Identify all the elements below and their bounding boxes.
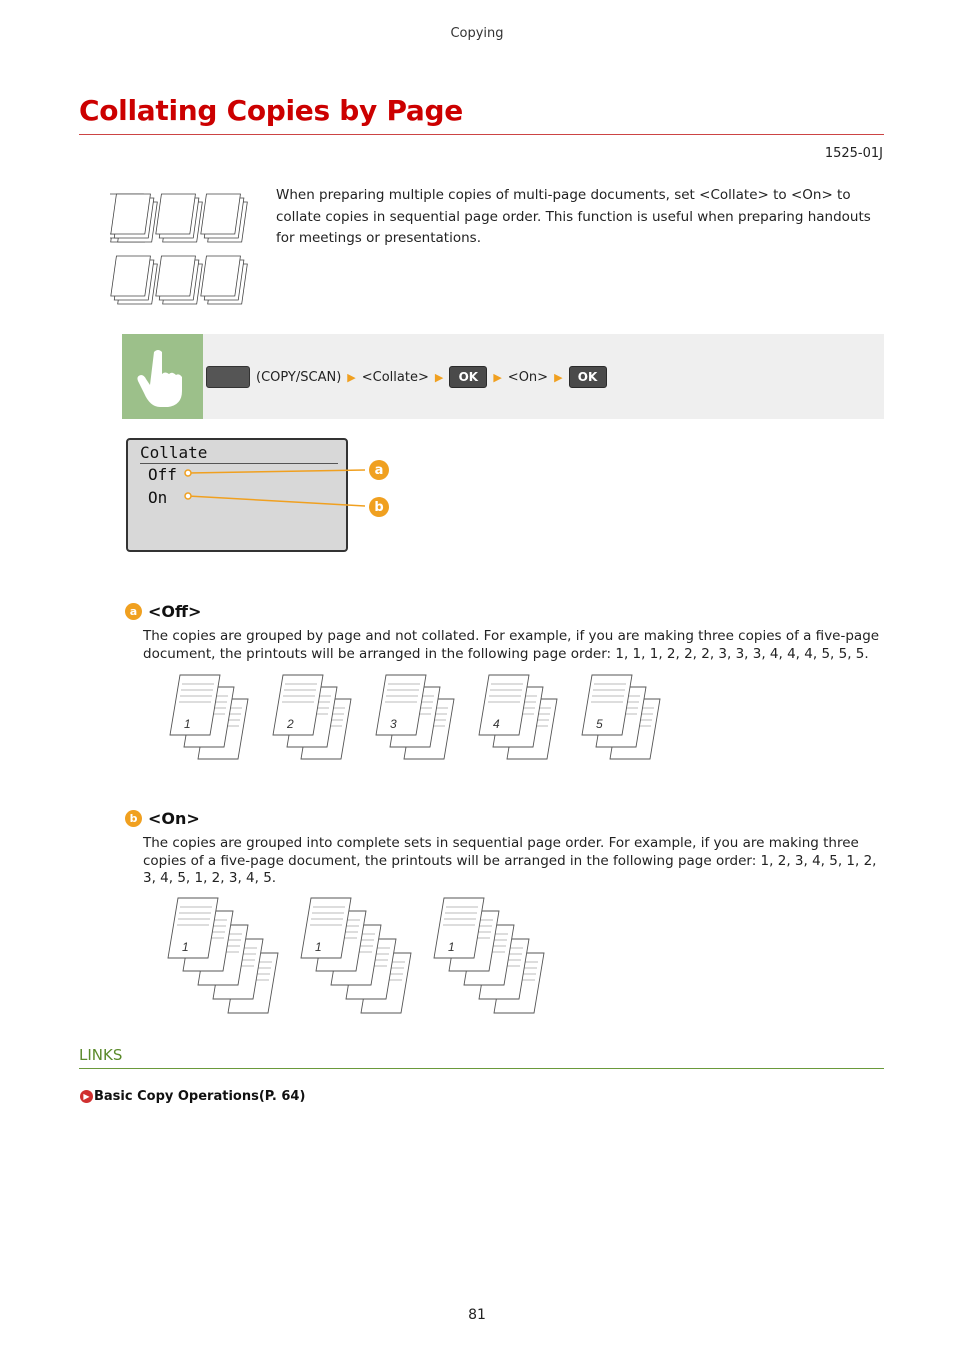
link-basic-copy-operations[interactable]: [80, 1089, 305, 1104]
procedure-box: [122, 334, 884, 419]
hand-pointer-icon: [122, 334, 203, 419]
link-label[interactable]: Basic Copy Operations(P. 64): [94, 1089, 306, 1104]
step-arrow-icon: ▶: [493, 370, 502, 384]
on-page-number: 1: [448, 940, 455, 954]
chevron-right-icon: ▶: [80, 1090, 93, 1103]
callout-a-badge: a: [369, 460, 389, 480]
ok-key-icon: OK: [449, 366, 487, 388]
ok-key-icon: OK: [569, 366, 607, 388]
document-id: 1525-01J: [824, 146, 883, 161]
page-number: 81: [468, 1307, 486, 1323]
on-option-label: <On>: [507, 369, 549, 385]
collate-stacks-illustration: [110, 190, 260, 310]
off-page-number: 4: [493, 717, 500, 731]
on-page-number: 1: [315, 940, 322, 954]
on-badge: b: [125, 810, 142, 827]
links-heading: LINKS: [79, 1046, 123, 1064]
on-section-heading: [125, 809, 200, 828]
off-page-number: 1: [184, 717, 191, 731]
off-section-heading: [125, 602, 201, 621]
off-page-number: 3: [390, 717, 397, 731]
collate-menu-label: <Collate>: [361, 369, 429, 385]
running-header: Copying: [450, 26, 504, 41]
uncollated-output-illustration: [158, 670, 678, 770]
procedure-steps: [206, 365, 607, 389]
collated-output-illustration: [158, 893, 558, 1018]
callout-b-badge: b: [369, 497, 389, 517]
step-arrow-icon: ▶: [347, 370, 356, 384]
page-title: Collating Copies by Page: [79, 94, 463, 127]
step-arrow-icon: ▶: [434, 370, 444, 384]
links-rule: [79, 1068, 884, 1069]
on-heading-text: <On>: [148, 809, 200, 828]
copy-scan-key-icon: [206, 366, 250, 388]
lcd-title: Collate: [140, 443, 208, 462]
lcd-option-on: On: [148, 488, 168, 507]
copy-scan-label: (COPY/SCAN): [256, 369, 342, 385]
off-description: The copies are grouped by page and not collated. For example, if you are making three copies of a five-page document, the printouts will be arranged in the following page order: 1, 1, 1, 2, 2, 2, 3, 3, 3, 4, 4, 4, 5, 5, 5.: [143, 628, 880, 662]
step-arrow-icon: ▶: [554, 370, 563, 384]
title-rule: [79, 134, 884, 135]
off-page-number: 5: [596, 717, 603, 731]
lcd-option-off: Off: [148, 465, 177, 484]
off-page-number: 2: [287, 717, 294, 731]
intro-paragraph: When preparing multiple copies of multi-page documents, set <Collate> to <On> to collate copies in sequential page order. This function is useful when preparing handouts for meetings or presentations.: [276, 187, 871, 246]
off-badge: a: [125, 603, 142, 620]
callout-leader-lines: [180, 460, 370, 520]
on-page-number: 1: [182, 940, 189, 954]
off-heading-text: <Off>: [148, 602, 202, 621]
on-description: The copies are grouped into complete sets in sequential page order. For example, if you are making three copies of a five-page document, the printouts will be arranged in the following page order: 1, 2, 3, 4, 5, 1, 2, 3, 4, 5, 1, 2, 3, 4, 5.: [143, 835, 877, 886]
